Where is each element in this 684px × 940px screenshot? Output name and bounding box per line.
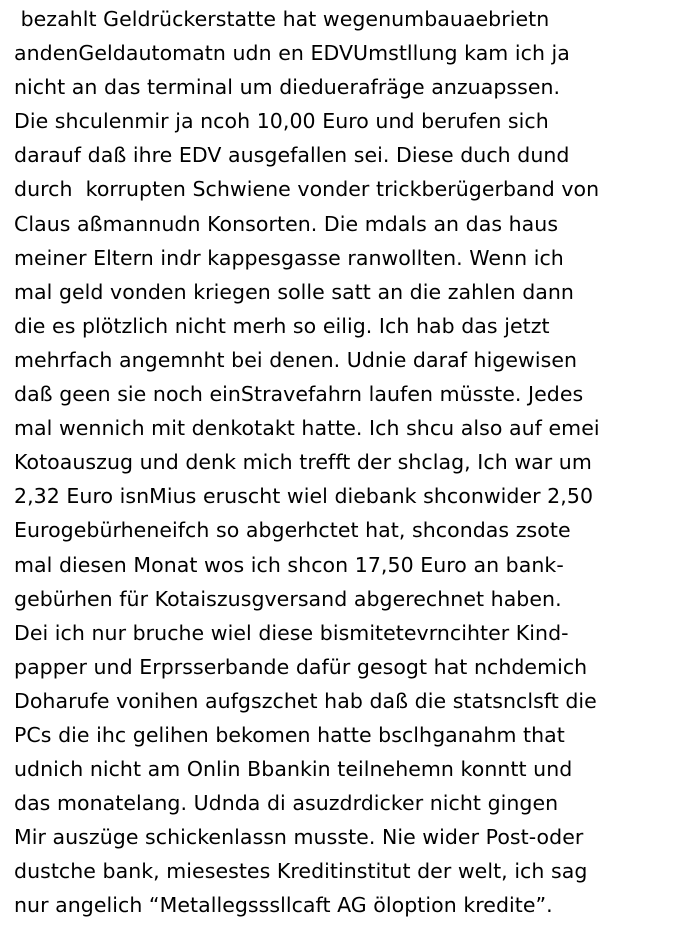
text-line: mal diesen Monat wos ich shcon 17,50 Euro an bank- <box>14 552 564 577</box>
text-line: mal wennich mit denkotakt hatte. Ich shcu also auf emei <box>14 416 600 441</box>
text-line: daß geen sie noch einStravefahrn laufen müsste. Jedes <box>14 382 584 407</box>
text-line: papper und Erprsserbande dafür gesogt hat nchdemich <box>14 654 588 679</box>
text-line: mehrfach angemnht bei denen. Udnie daraf higewisen <box>14 347 578 372</box>
text-line: meiner Eltern indr kappesgasse ranwollten. Wenn ich <box>14 245 564 270</box>
text-line: Doharufe vonihen aufgszchet hab daß die statsnclsft die <box>14 688 597 713</box>
text-line: Dei ich nur bruche wiel diese bismitetevrncihter Kind- <box>14 620 569 645</box>
text-line: udnich nicht am Onlin Bbankin teilnehemn konntt und <box>14 757 573 782</box>
text-line: das monatelang. Udnda di asuzdrdicker nicht gingen <box>14 791 559 816</box>
text-line: Die shculenmir ja ncoh 10,00 Euro und berufen sich <box>14 109 549 134</box>
document-body <box>14 2 680 923</box>
text-line: dustche bank, miesestes Kreditinstitut der welt, ich sag <box>14 859 588 884</box>
text-line: PCs die ihc gelihen bekomen hatte bsclhganahm that <box>14 722 565 747</box>
text-line: 2,32 Euro isnMius eruscht wiel diebank shconwider 2,50 <box>14 484 594 509</box>
text-line: durch korrupten Schwiene vonder trickberügerband von <box>14 177 600 202</box>
text-line: andenGeldautomatn udn en EDVUmstllung kam ich ja <box>14 41 570 66</box>
text-line: nur angelich “Metallegsssllcaft AG öloption kredite”. <box>14 893 553 918</box>
text-line: bezahlt Geldrückerstatte hat wegenumbauaebrietn <box>14 7 550 31</box>
text-line: Eurogebürheneifch so abgerhctet hat, shcondas zsote <box>14 518 571 543</box>
text-line: Claus aßmannudn Konsorten. Die mdals an das haus <box>14 211 559 236</box>
text-line: mal geld vonden kriegen solle satt an die zahlen dann <box>14 279 574 304</box>
text-line: Mir auszüge schickenlassn musste. Nie wider Post-oder <box>14 825 584 850</box>
text-line: Kotoauszug und denk mich trefft der shclag, Ich war um <box>14 450 592 475</box>
text-line: gebürhen für Kotaiszusgversand abgerechnet haben. <box>14 586 562 611</box>
text-line: nicht an das terminal um dieduerafräge anzuapssen. <box>14 75 561 100</box>
text-line: die es plötzlich nicht merh so eilig. Ich hab das jetzt <box>14 313 550 338</box>
text-line: darauf daß ihre EDV ausgefallen sei. Diese duch dund <box>14 143 570 168</box>
